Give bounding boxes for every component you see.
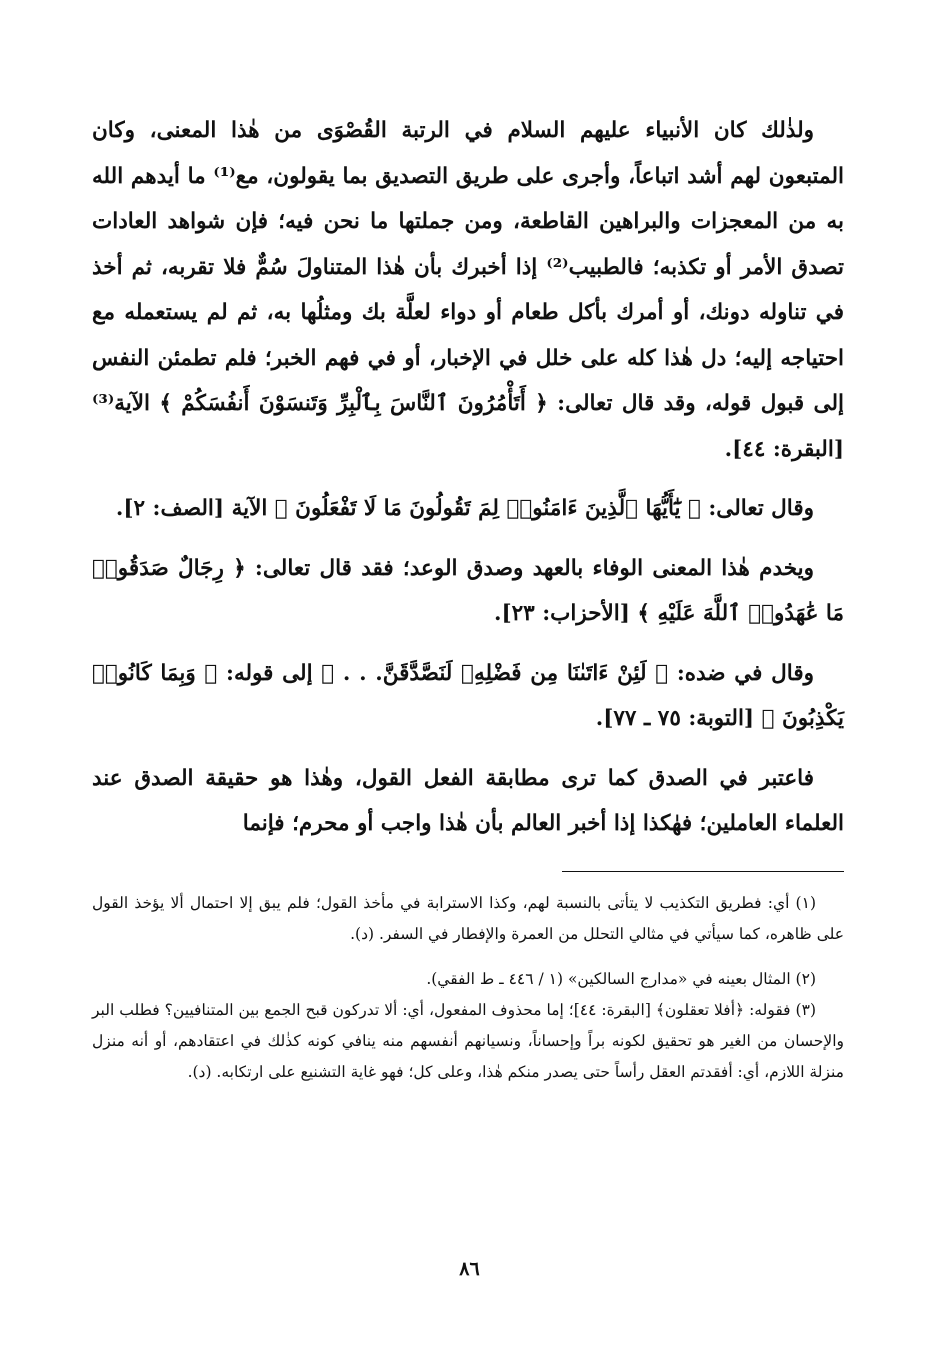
footnote-3: (٣) فقوله: ﴿أفلا تعقلون﴾ [البقرة: ٤٤]؛ إما محذوف المفعول، أي: ألا تدركون قبح الجمع بين المتنافيين؟ فطلب البر والإحسان من الغير هو تحقيق لكونه براً وإحساناً، ونسيانهم أنفسهم منه ينافي كونه كذٰلك في اعتقادهم، أو أنه منزل منزلة اللازم، أي: أفقدتم العقل رأساً حتى يصدر منكم هٰذا، وعلى كل؛ فهو غاية التشنيع على ارتكابه. (د).: [92, 1001, 844, 1081]
main-text: [92, 108, 844, 847]
footnotes: [92, 888, 844, 1088]
paragraph-5: فاعتبر في الصدق كما ترى مطابقة الفعل القول، وهٰذا هو حقيقة الصدق عند العلماء العاملين؛ فهٰكذا إذا أخبر العالم بأن هٰذا واجب أو محرم؛ فإنما: [92, 765, 844, 836]
footnote-2: (٢) المثال بعينه في «مدارج السالكين» (١ / ٤٤٦ ـ ط الفقي).: [426, 970, 816, 988]
paragraph-4: وقال في ضده: ﴿ لَئِنْ ءَاتَىٰنَا مِن فَضْلِهِۦ لَنَصَّدَّقَنَّ. . . ﴾ إلى قوله: ﴿ وَبِمَا كَانُوا۟ يَكْذِبُونَ ﴾ [التوبة: ٧٥ ـ ٧٧].: [92, 660, 844, 731]
paragraph-2: وقال تعالى: ﴿ يَٰٓأَيُّهَا ٱلَّذِينَ ءَامَنُوا۟ لِمَ تَقُولُونَ مَا لَا تَفْعَلُونَ ﴾ الآية [الصف: ٢].: [115, 496, 814, 521]
footnote-1: (١) أي: فطريق التكذيب لا يتأتى بالنسبة لهم، وكذا الاسترابة في مأخذ القول؛ فلم يبق إلا احتمال ألا يؤخذ القول على ظاهره، كما سيأتي في مثالي التحلل من العمرة والإفطار في السفر. (د).: [92, 894, 844, 943]
paragraph-1: ولذٰلك كان الأنبياء عليهم السلام في الرتبة القُصْوَى من هٰذا المعنى، وكان المتبعون لهم أشد اتباعاً، وأجرى على طريق التصديق بما يقولون، مع⁽¹⁾ ما أيدهم الله به من المعجزات والبراهين القاطعة، ومن جملتها ما نحن فيه؛ فإن شواهد العادات تصدق الأمر أو تكذبه؛ فالطبيب⁽²⁾ إذا أخبرك بأن هٰذا المتناولَ سُمٌّ فلا تقربه، ثم أخذ في تناوله دونك، أو أمرك بأكل طعام أو دواء لعلَّة بك ومثلُها به، ثم لم يستعمله مع احتياجه إليه؛ دل هٰذا كله على خلل في الإخبار، أو في فهم الخبر؛ فلم تطمئن النفس إلى قبول قوله، وقد قال تعالى: ﴿ أَتَأْمُرُونَ ٱلنَّاسَ بِٱلْبِرِّ وَتَنسَوْنَ أَنفُسَكُمْ ﴾ الآية⁽³⁾ [البقرة: ٤٤].: [92, 118, 844, 462]
page-number: ٨٦: [459, 1258, 480, 1280]
footnote-divider: [562, 871, 844, 872]
paragraph-3: ويخدم هٰذا المعنى الوفاء بالعهد وصدق الوعد؛ فقد قال تعالى: ﴿ رِجَالٌ صَدَقُوا۟ مَا عَٰهَدُوا۟ ٱللَّهَ عَلَيْهِ ﴾ [الأحزاب: ٢٣].: [92, 555, 844, 626]
